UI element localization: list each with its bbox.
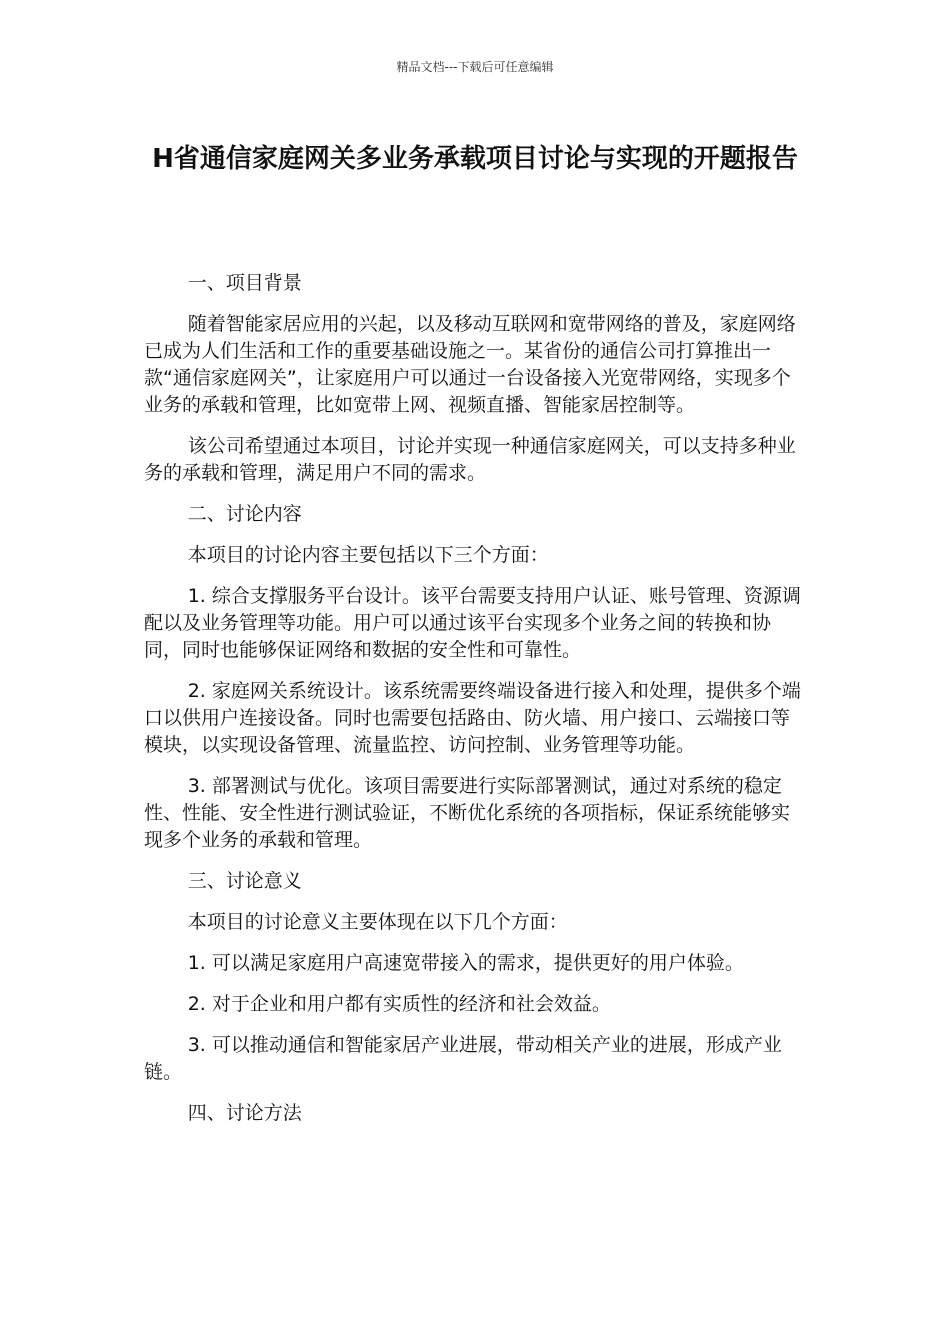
paragraph-significance-intro: 本项目的讨论意义主要体现在以下几个方面： — [187, 911, 568, 933]
paragraph-background-1: 随着智能家居应用的兴起，以及移动互联网和宽带网络的普及，家庭网络已成为人们生活和工作的重要基础设施之一。某省份的通信公司打算推出一款“通信家庭网关”，让家庭用户可以通过一台设备接入光宽带网络，实现多个业务的承载和管理，比如宽带上网、视频直播、智能家居控制等。 — [144, 313, 796, 416]
document-body — [144, 270, 804, 1141]
list-item-significance-2: 2. 对于企业和用户都有实质性的经济和社会效益。 — [187, 993, 611, 1015]
list-item-significance-3: 3. 可以推动通信和智能家居产业进展，带动相关产业的进展，形成产业链。 — [144, 1034, 782, 1083]
section-heading-method: 四、讨论方法 — [187, 1102, 302, 1124]
section-heading-background: 一、项目背景 — [187, 272, 302, 294]
section-heading-significance: 三、讨论意义 — [187, 870, 302, 892]
paragraph-background-2: 该公司希望通过本项目，讨论并实现一种通信家庭网关，可以支持多种业务的承载和管理，满足用户不同的需求。 — [144, 435, 796, 484]
paragraph-content-intro: 本项目的讨论内容主要包括以下三个方面： — [187, 544, 549, 566]
page-title: H省通信家庭网关多业务承载项目讨论与实现的开题报告 — [152, 144, 798, 174]
list-item-significance-1: 1. 可以满足家庭用户高速宽带接入的需求，提供更好的用户体验。 — [187, 952, 744, 974]
header-note: 精品文档---下载后可任意编辑 — [396, 60, 554, 74]
section-heading-content: 二、讨论内容 — [187, 503, 302, 525]
list-item-content-2: 2. 家庭网关系统设计。该系统需要终端设备进行接入和处理，提供多个端口以供用户连接设备。同时也需要包括路由、防火墙、用户接口、云端接口等模块，以实现设备管理、流量监控、访问控制、业务管理等功能。 — [144, 680, 801, 756]
list-item-content-1: 1. 综合支撑服务平台设计。该平台需要支持用户认证、账号管理、资源调配以及业务管理等功能。用户可以通过该平台实现多个业务之间的转换和协同，同时也能够保证网络和数据的安全性和可靠性。 — [144, 585, 801, 661]
list-item-content-3: 3. 部署测试与优化。该项目需要进行实际部署测试，通过对系统的稳定性、性能、安全性进行测试验证，不断优化系统的各项指标，保证系统能够实现多个业务的承载和管理。 — [144, 775, 791, 851]
